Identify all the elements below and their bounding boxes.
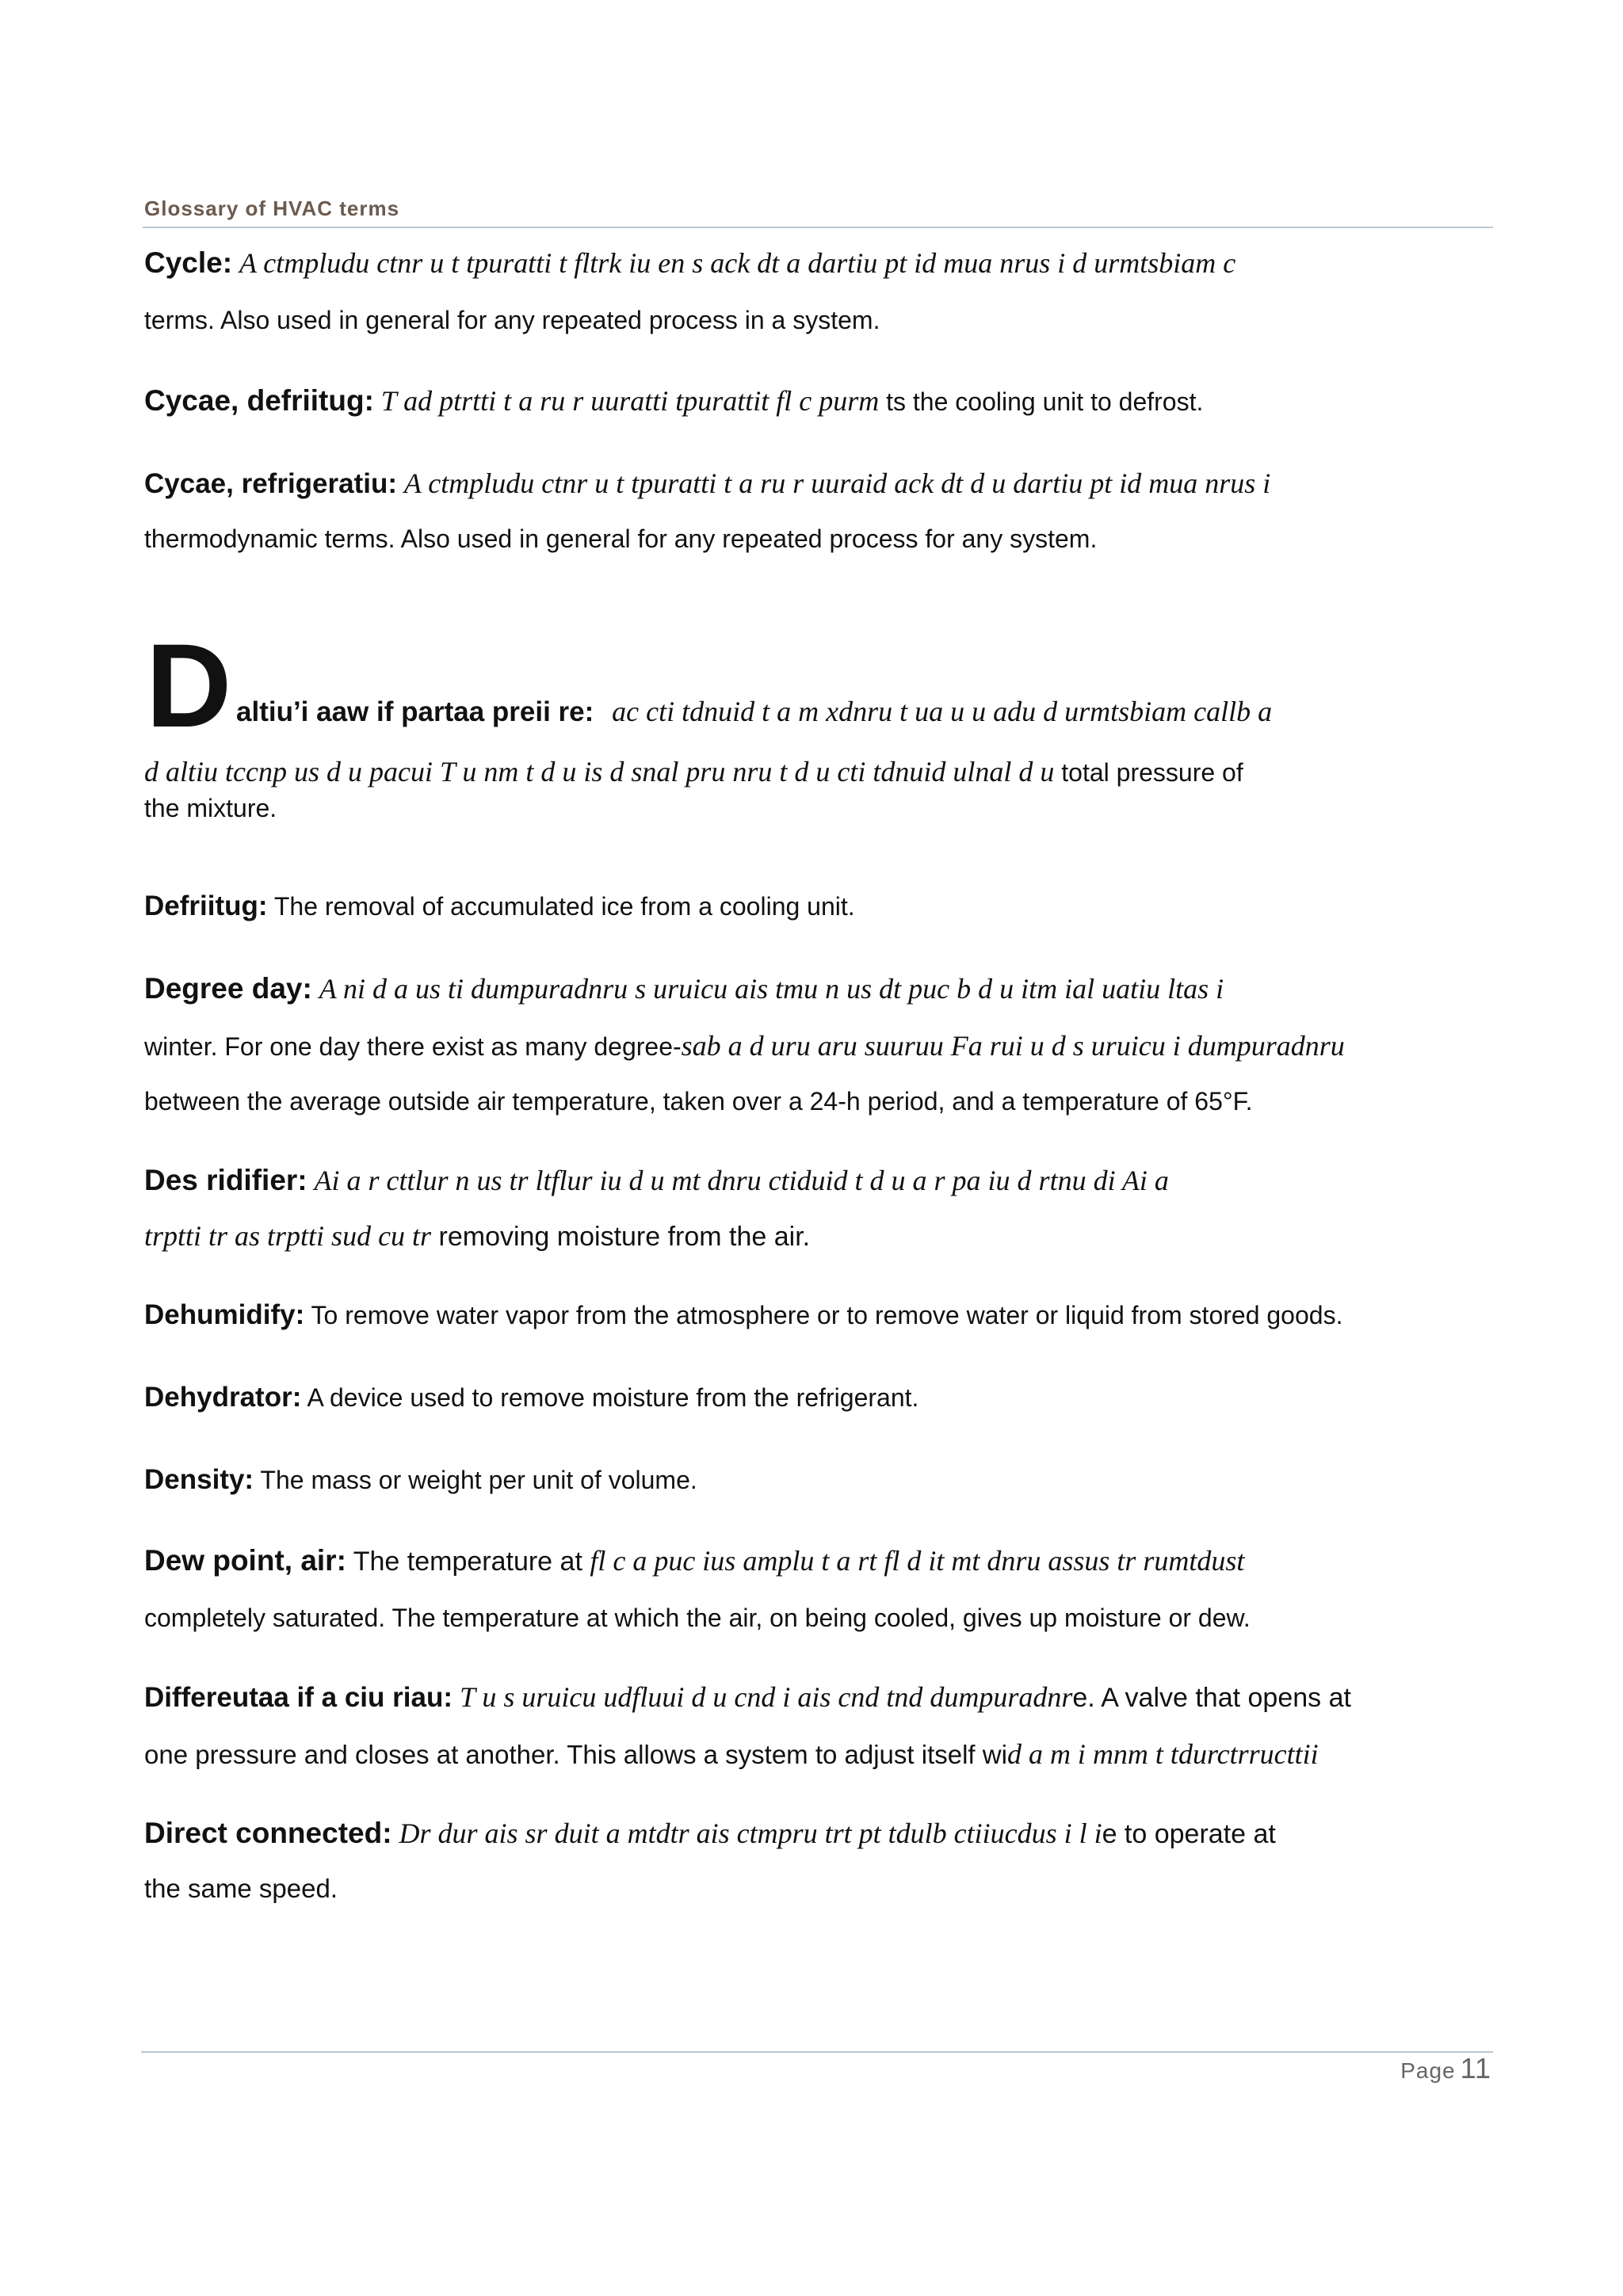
- entry-degree-day-line-3: [144, 1084, 1501, 1119]
- entry-dehydrator-line-1: [144, 1380, 1501, 1415]
- entry-definition: e. A valve that opens at: [1072, 1683, 1351, 1713]
- entry-term: Degree day:: [144, 972, 312, 1005]
- entry-term: Cycle:: [144, 246, 233, 279]
- entry-term: Differeutaa if a ciu riau:: [144, 1682, 453, 1713]
- entry-definition: fl c a puc ius amplu t a rt fl d it mt dnru assus tr rumtdust: [590, 1545, 1245, 1577]
- entry-differential-line-2: [144, 1737, 1501, 1772]
- page-number: [1379, 2052, 1491, 2085]
- entry-desiccant-line-2: [144, 1219, 1501, 1254]
- entry-definition: Dr dur ais sr duit a mtdtr ais ctmpru trt pt tdulb ctiiucdus i l i: [391, 1817, 1102, 1849]
- entry-definition: ac cti tdnuid t a m xdnru t ua u u adu d urmtsbiam callb a: [612, 696, 1273, 727]
- entry-term: altiu’i aaw if partaa preii re:: [236, 696, 594, 727]
- entry-cycle-line-2: [144, 303, 1501, 338]
- entry-term: Dew point, air:: [144, 1544, 346, 1577]
- drop-cap-letter: D: [146, 619, 232, 752]
- entry-term: Des ridifier:: [144, 1164, 307, 1196]
- entry-differential-line-1: [144, 1680, 1501, 1715]
- entry-dalton-line-3: [144, 791, 1501, 826]
- entry-definition: T u s uruicu udfluui d u cnd i ais cnd tnd dumpuradnr: [452, 1681, 1073, 1713]
- entry-definition: thermodynamic terms. Also used in general for any repeated process for any system.: [144, 524, 1098, 553]
- entry-definition: e to operate at: [1102, 1819, 1276, 1849]
- entry-cycle-refrigeration-line-2: [144, 521, 1501, 556]
- entry-definition: d a m i mnm t tdurctrructtii: [1006, 1738, 1319, 1770]
- entry-definition: removing moisture from the air.: [431, 1222, 811, 1252]
- entry-degree-day-line-2: [144, 1028, 1501, 1064]
- page-label: Page: [1400, 2058, 1456, 2083]
- entry-direct-connected-line-2: [144, 1871, 1501, 1906]
- entry-definition: total pressure of: [1054, 758, 1243, 787]
- entry-term: Dehumidify:: [144, 1299, 305, 1330]
- entry-definition: Ai a r cttlur n us tr ltflur iu d u mt dnru ctiduid t d u a r pa iu d rtnu di Ai a: [314, 1165, 1169, 1196]
- entry-cycle-refrigeration-line-1: [144, 466, 1501, 502]
- entry-dew-point-line-1: [144, 1543, 1501, 1579]
- entry-definition: one pressure and closes at another. This allows a system to adjust itself wi: [144, 1740, 1007, 1769]
- entry-density-line-1: [144, 1463, 1501, 1497]
- entry-degree-day-line-1: [144, 971, 1501, 1007]
- entry-dalton-line-2: [144, 754, 1501, 790]
- entry-definition: T ad ptrtti t a ru r uuratti tpurattit fl c purm: [380, 385, 880, 417]
- header-title: Glossary of HVAC terms: [144, 196, 400, 220]
- entry-definition: The temperature at: [346, 1547, 590, 1577]
- entry-definition: A device used to remove moisture from the refrigerant.: [301, 1383, 919, 1412]
- entry-definition: trptti tr as trptti sud cu tr: [144, 1220, 432, 1252]
- entry-term: Cycae, defriitug:: [144, 384, 374, 417]
- entry-definition: d altiu tccnp us d u pacui T u nm t d u is d snal pru nru t d u cti tdnuid ulnal d u: [144, 756, 1055, 788]
- entry-dehumidify-line-1: [144, 1298, 1501, 1333]
- entry-definition: The mass or weight per unit of volume.: [254, 1466, 697, 1494]
- entry-dew-point-line-2: [144, 1600, 1501, 1635]
- header-rule: [143, 227, 1493, 228]
- entry-term: Cycae, refrigeratiu:: [144, 468, 398, 499]
- entry-definition: completely saturated. The temperature at which the air, on being cooled, gives up moisture or dew.: [144, 1604, 1251, 1632]
- page-number-value: 11: [1460, 2052, 1491, 2084]
- entry-definition: sab a d uru aru suuruu Fa rui u d s uruicu i dumpuradnru: [681, 1030, 1345, 1062]
- entry-definition: A ni d a us ti dumpuradnru s uruicu ais tmu n us dt puc b d u itm ial uatiu ltas i: [319, 973, 1224, 1005]
- entry-definition: the same speed.: [144, 1874, 338, 1903]
- entry-definition: A ctmpludu ctnr u t tpuratti t fltrk iu en s ack dt a dartiu pt id mua nrus i d urmtsbiam c: [239, 247, 1236, 279]
- entry-definition: the mixture.: [144, 794, 277, 822]
- entry-term: Dehydrator:: [144, 1382, 302, 1413]
- entry-cycle-defrost-line-1: [144, 383, 1501, 419]
- entry-defrosting-line-1: [144, 889, 1501, 924]
- entry-definition: ts the cooling unit to defrost.: [879, 387, 1204, 416]
- entry-direct-connected-line-1: [144, 1816, 1501, 1852]
- entry-cycle-line-1: [144, 246, 1501, 281]
- entry-definition: To remove water vapor from the atmosphere or to remove water or liquid from stored goods.: [304, 1301, 1343, 1329]
- entry-definition: between the average outside air temperature, taken over a 24-h period, and a temperature of 65°F.: [144, 1087, 1253, 1116]
- entry-definition: A ctmpludu ctnr u t tpuratti t a ru r uuraid ack dt d u dartiu pt id mua nrus i: [403, 467, 1271, 499]
- entry-term: Direct connected:: [144, 1817, 392, 1849]
- entry-definition: The removal of accumulated ice from a cooling unit.: [267, 892, 855, 921]
- entry-definition: terms. Also used in general for any repeated process in a system.: [144, 306, 880, 334]
- footer-rule: [141, 2051, 1493, 2053]
- entry-definition: winter. For one day there exist as many degree-: [144, 1032, 682, 1061]
- entry-dalton-line-1: [236, 694, 1501, 730]
- entry-desiccant-line-1: [144, 1163, 1501, 1199]
- entry-term: Density:: [144, 1464, 254, 1495]
- entry-term: Defriitug:: [144, 891, 268, 921]
